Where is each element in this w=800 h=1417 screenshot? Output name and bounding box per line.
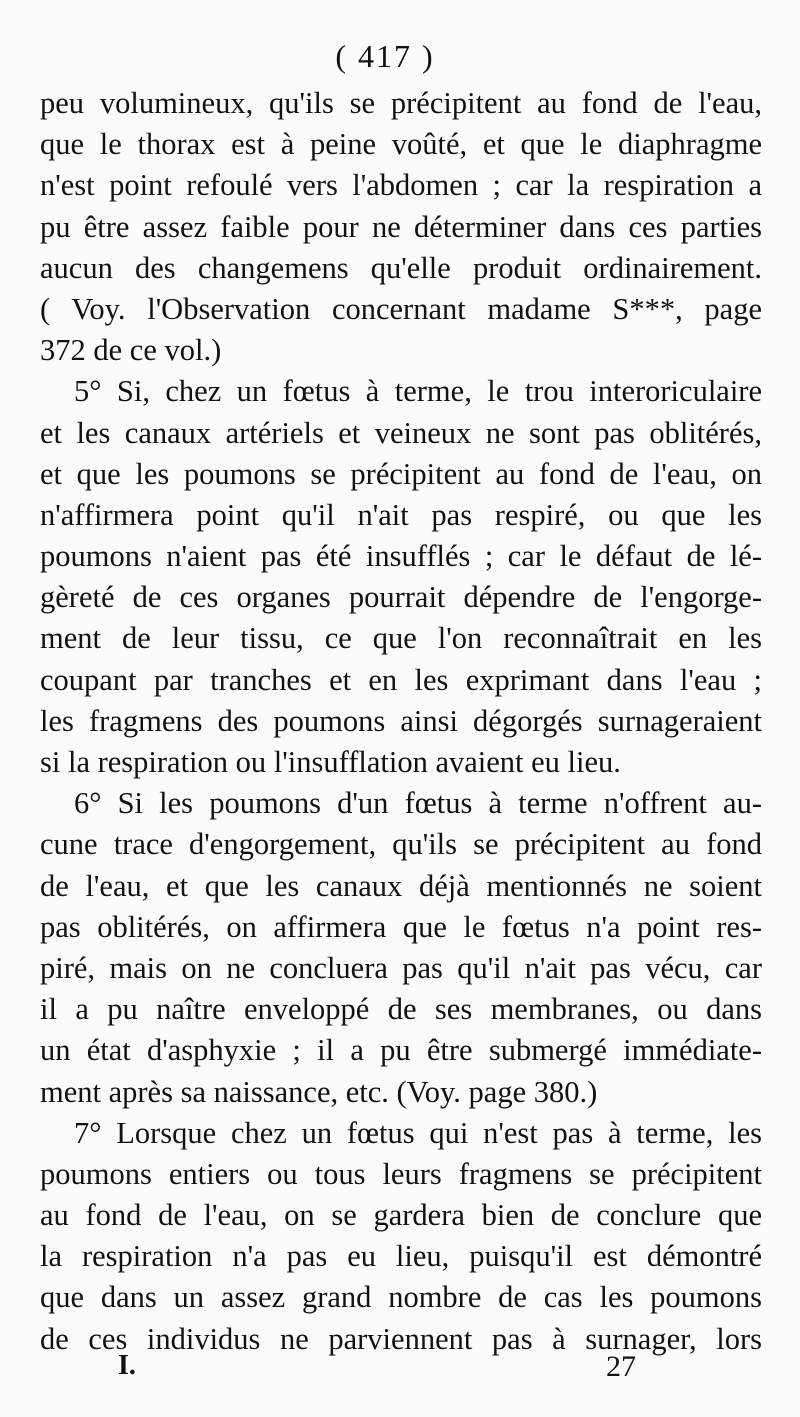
text-line: que le thorax est à peine voûté, et que le diaphragme [40, 127, 762, 162]
text-line: il a pu naître enveloppé de ses membranes, ou dans [40, 992, 762, 1027]
text-line: peu volumineux, qu'ils se précipitent au fond de l'eau, [40, 86, 762, 120]
text-line: 5° Si, chez un fœtus à terme, le trou interoriculaire [74, 374, 762, 409]
text-line: piré, mais on ne concluera pas qu'il n'ait pas vécu, car [40, 950, 762, 985]
text-line: ment après sa naissance, etc. (Voy. page 380.) [40, 1074, 598, 1109]
text-line: et que les poumons se précipitent au fond de l'eau, on [40, 456, 762, 491]
text-line: coupant par tranches et en les exprimant dans l'eau ; [40, 662, 762, 697]
text-line: au fond de l'eau, on se gardera bien de conclure que [40, 1198, 762, 1233]
text-line: un état d'asphyxie ; il a pu être submergé immédiate- [40, 1033, 762, 1068]
text-line: pu être assez faible pour ne déterminer dans ces parties [40, 209, 762, 244]
text-line: de ces individus ne parviennent pas à surnager, lors [40, 1321, 762, 1356]
text-line: et les canaux artériels et veineux ne sont pas oblitérés, [40, 415, 762, 450]
text-line: les fragmens des poumons ainsi dégorgés surnageraient [40, 703, 762, 738]
text-line: 6° Si les poumons d'un fœtus à terme n'offrent au- [74, 786, 762, 821]
text-line: 7° Lorsque chez un fœtus qui n'est pas à terme, les [74, 1115, 762, 1150]
sheet-number: 27 [606, 1350, 636, 1383]
text-line: cune trace d'engorgement, qu'ils se précipitent au fond [40, 827, 762, 862]
text-line: la respiration n'a pas eu lieu, puisqu'il est démontré [40, 1239, 762, 1274]
text-line: gèreté de ces organes pourrait dépendre de l'engorge- [40, 580, 762, 615]
text-line: n'est point refoulé vers l'abdomen ; car la respiration a [40, 168, 762, 203]
text-line: que dans un assez grand nombre de cas les poumons [40, 1280, 762, 1315]
body-text [40, 83, 762, 1360]
page-number: ( 417 ) [335, 38, 435, 74]
text-line: 372 de ce vol.) [40, 333, 222, 368]
text-line: ( Voy. l'Observation concernant madame S***, page [40, 291, 762, 326]
text-line: poumons n'aient pas été insufflés ; car le défaut de lé- [40, 539, 762, 574]
text-line: poumons entiers ou tous leurs fragmens se précipitent [40, 1156, 762, 1191]
text-line: n'affirmera point qu'il n'ait pas respiré, ou que les [40, 497, 762, 532]
text-line: si la respiration ou l'insufflation avaient eu lieu. [40, 745, 621, 779]
text-line: de l'eau, et que les canaux déjà mentionnés ne soient [40, 868, 762, 903]
text-line: pas oblitérés, on affirmera que le fœtus n'a point res- [40, 909, 762, 944]
text-line: ment de leur tissu, ce que l'on reconnaîtrait en les [40, 621, 762, 656]
signature-mark: I. [118, 1350, 136, 1381]
text-line: aucun des changemens qu'elle produit ordinairement. [40, 250, 762, 285]
